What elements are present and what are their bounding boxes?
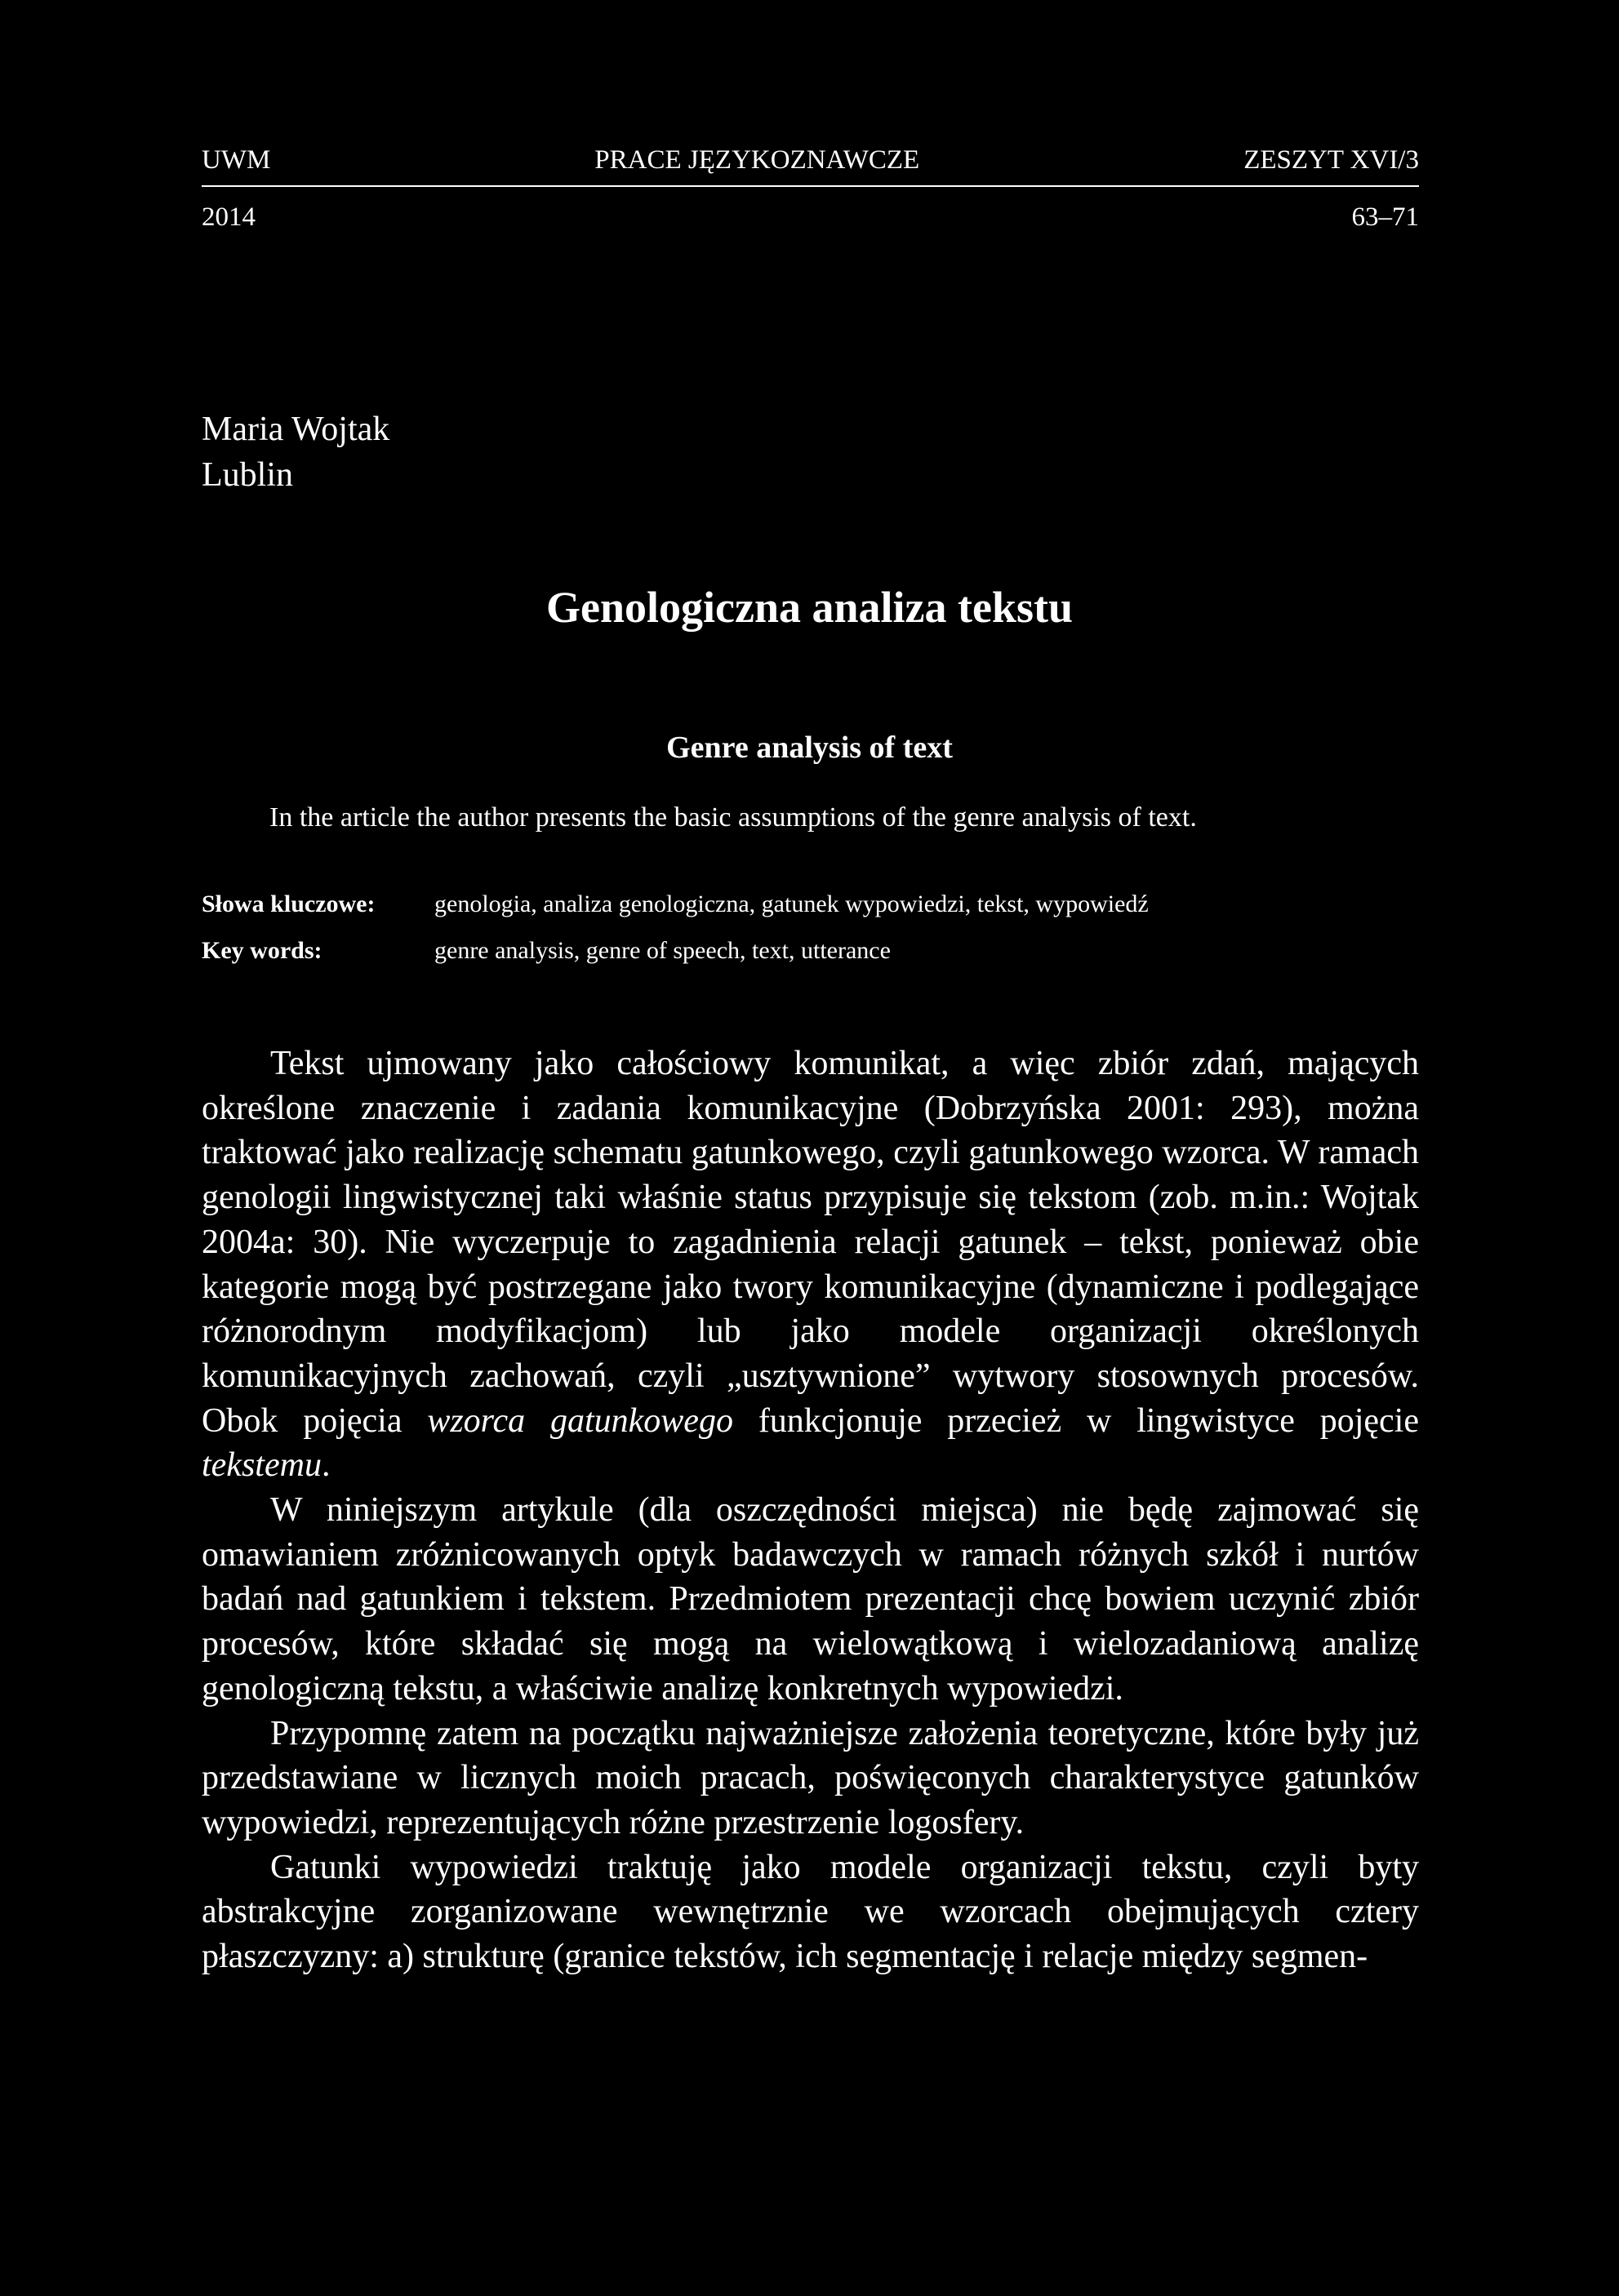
article-body [202, 1041, 1419, 1979]
body-paragraph-1 [202, 1041, 1419, 1488]
body-emphasis: tekstemu [202, 1446, 322, 1485]
header-meta [202, 201, 1419, 233]
author-name: Maria Wojtak [202, 411, 390, 448]
body-text: . [321, 1446, 331, 1485]
body-paragraph-3: Przypomnę zatem na początku najważniejsze założenia teoretyczne, które były już przedstawiane w licznych moich pracach, poświęconych charakterystyce gatunków wypowiedzi, reprezentujących różne przestrzenie logosfery. [202, 1714, 1419, 1841]
header-year: 2014 [202, 202, 256, 232]
abstract: In the article the author presents the basic assumptions of the genre analysis of text. [269, 802, 1197, 833]
header-issue: ZESZYT XVI/3 [1243, 145, 1419, 175]
article-title: Genologiczna analiza tekstu [546, 583, 1073, 632]
author-block [202, 406, 389, 498]
keywords-en-label: Key words: [202, 937, 322, 964]
keywords-pl-label: Słowa kluczowe: [202, 890, 376, 917]
header-publisher: UWM [202, 145, 271, 175]
header-pages: 63–71 [1351, 202, 1419, 232]
header-journal-title: PRACE JĘZYKOZNAWCZE [594, 145, 920, 175]
author-city: Lublin [202, 456, 293, 494]
body-paragraph-4: Gatunki wypowiedzi traktuję jako modele organizacji tekstu, czyli byty abstrakcyjne zorganizowane wewnętrznie we wzorcach obejmujących cztery płaszczyzny: a) strukturę (granice tekstów, ich segmentację i relacje między segmen- [202, 1848, 1419, 1976]
header-rule [202, 185, 1419, 187]
keywords-en-value: genre analysis, genre of speech, text, utterance [434, 937, 891, 964]
english-title: Genre analysis of text [666, 731, 953, 765]
body-text: Tekst ujmowany jako całościowy komunikat, a więc zbiór zdań, mających określone znaczenie i zadania komunikacyjne (Dobrzyńska 2001: 293), można traktować jako realizację schematu gatunkowego, czyli gatunkowego wzorca. W ramach genologii lingwistycznej taki właśnie status przypisuje się tekstom (zob. m.in.: Wojtak 2004a: 30). Nie wyczerpuje to zagadnienia relacji gatunek – tekst, ponieważ obie kategorie mogą być postrzegane jako twory komunikacyjne (dynamiczne i podlegające różnorodnym modyfikacjom) lub jako modele organizacji określonych komunikacyjnych zachowań, czyli „usztywnione” wytwory stosownych procesów. Obok pojęcia [202, 1045, 1419, 1440]
body-emphasis: wzorca gatunkowego [427, 1401, 733, 1440]
running-header [202, 144, 1419, 176]
keywords-en [202, 935, 891, 967]
keywords-pl [202, 888, 1149, 921]
body-paragraph-2: W niniejszym artykule (dla oszczędności miejsca) nie będę zajmować się omawianiem zróżnicowanych optyk badawczych w ramach różnych szkół i nurtów badań nad gatunkiem i tekstem. Przedmiotem prezentacji chcę bowiem uczynić zbiór procesów, które składać się mogą na wielowątkową i wielozadaniową analizę genologiczną tekstu, a właściwie analizę konkretnych wypowiedzi. [202, 1491, 1419, 1708]
body-text: funkcjonuje przecież w lingwistyce pojęcie [732, 1401, 1419, 1440]
keywords-pl-value: genologia, analiza genologiczna, gatunek wypowiedzi, tekst, wypowiedź [434, 890, 1149, 917]
